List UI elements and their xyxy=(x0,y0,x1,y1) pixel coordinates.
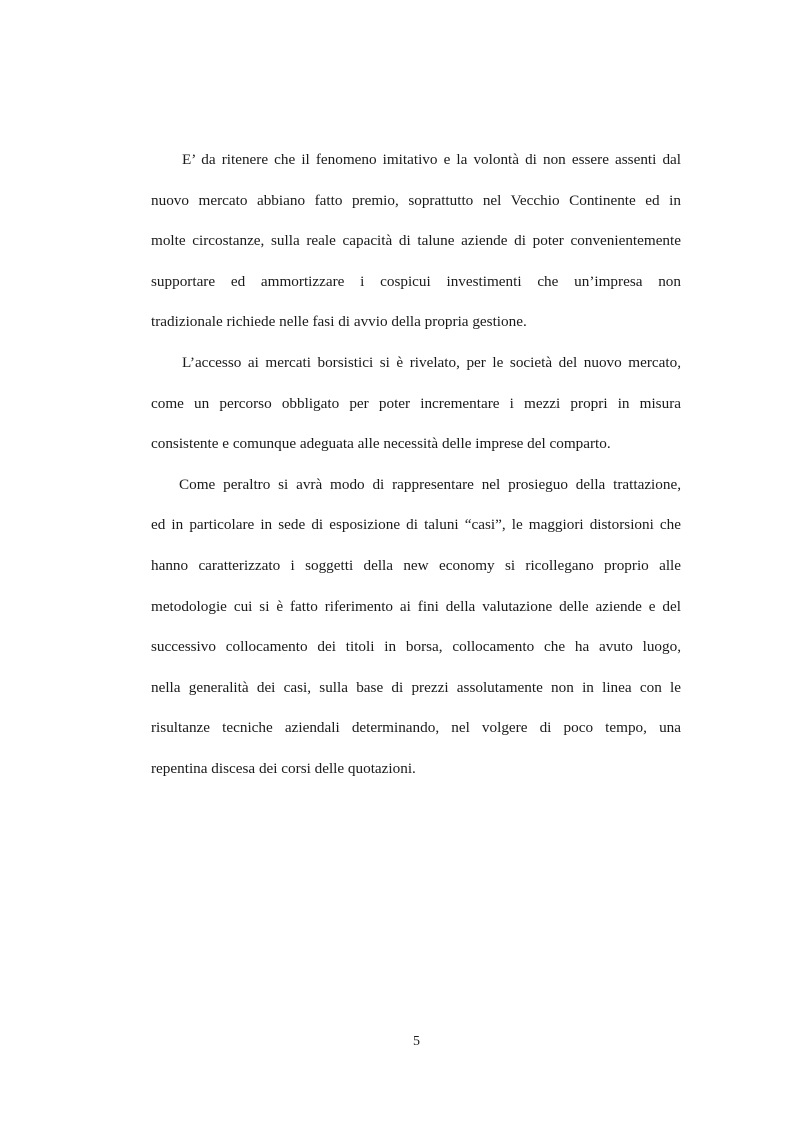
body-text xyxy=(151,146,681,796)
text-line: supportare ed ammortizzare i cospicui investimenti che un’impresa non xyxy=(151,272,681,290)
paragraph-2 xyxy=(151,349,681,471)
page-number: 5 xyxy=(413,1034,420,1049)
text-line: nuovo mercato abbiano fatto premio, soprattutto nel Vecchio Continente ed in xyxy=(151,191,681,209)
text-line: consistente e comunque adeguata alle necessità delle imprese del comparto. xyxy=(151,435,611,453)
paragraph-3 xyxy=(151,471,681,796)
paragraph-1 xyxy=(151,146,681,349)
text-line: Come peraltro si avrà modo di rappresentare nel prosieguo della trattazione, xyxy=(179,475,681,493)
text-line: L’accesso ai mercati borsistici si è rivelato, per le società del nuovo mercato, xyxy=(182,353,681,371)
text-line: successivo collocamento dei titoli in borsa, collocamento che ha avuto luogo, xyxy=(151,638,681,656)
text-line: metodologie cui si è fatto riferimento ai fini della valutazione delle aziende e del xyxy=(151,597,681,615)
text-line: repentina discesa dei corsi delle quotazioni. xyxy=(151,759,416,777)
text-line: hanno caratterizzato i soggetti della new economy si ricollegano proprio alle xyxy=(151,556,681,574)
text-line: risultanze tecniche aziendali determinando, nel volgere di poco tempo, una xyxy=(151,719,681,737)
text-line: E’ da ritenere che il fenomeno imitativo e la volontà di non essere assenti dal xyxy=(182,151,681,168)
text-line: come un percorso obbligato per poter incrementare i mezzi propri in misura xyxy=(151,394,681,412)
text-line: tradizionale richiede nelle fasi di avvio della propria gestione. xyxy=(151,313,527,331)
text-line: nella generalità dei casi, sulla base di prezzi assolutamente non in linea con le xyxy=(151,678,681,696)
text-line: ed in particolare in sede di esposizione di taluni “casi”, le maggiori distorsioni che xyxy=(151,516,681,534)
text-line: molte circostanze, sulla reale capacità di talune aziende di poter convenientemente xyxy=(151,232,681,250)
